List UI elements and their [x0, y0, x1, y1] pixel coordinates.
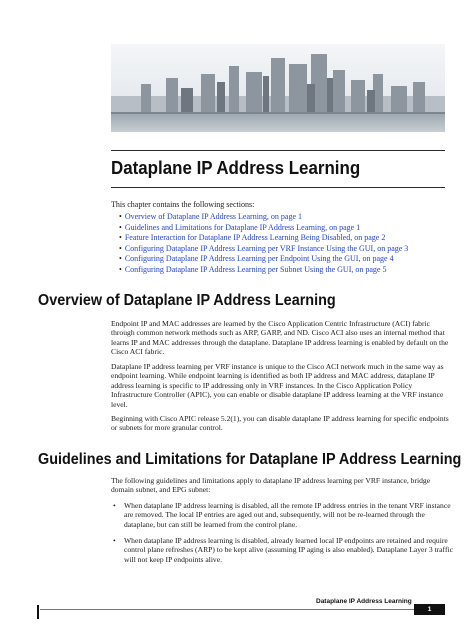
- chapter-title: Dataplane IP Address Learning: [111, 158, 361, 178]
- section-link-list: [119, 212, 408, 276]
- bullet-icon: •: [119, 264, 122, 274]
- bullet-icon: •: [119, 212, 122, 221]
- overview-paragraph-1: Endpoint IP and MAC addresses are learned by the Cisco Application Centric Infrastructure (ACI) fabric through common network methods such as ARP, GARP, and ND. Cisco ACI also uses an internal method that learns IP and MAC addresses through the dataplane. Dataplane IP address learning is enabled by default on the Cisco ACI fabric.: [111, 319, 449, 357]
- header-city-skyline-image: [111, 44, 445, 132]
- bullet-icon: •: [119, 254, 122, 264]
- section-link-item: [119, 233, 408, 244]
- section-link-item: [119, 223, 408, 234]
- section-link-item: [119, 254, 408, 265]
- section-link-config-vrf[interactable]: Configuring Dataplane IP Address Learning per VRF Instance Using the GUI, on page 3: [124, 243, 409, 253]
- guidelines-heading: Guidelines and Limitations for Dataplane IP Address Learning: [38, 451, 462, 468]
- bullet-icon: •: [119, 243, 122, 253]
- section-link-overview[interactable]: Overview of Dataplane IP Address Learning, on page 1: [124, 212, 303, 221]
- section-link-item: [119, 212, 408, 223]
- guideline-item-text: When dataplane IP address learning is disabled, already learned local IP endpoints are retained and require control plane refreshes (ARP) to be kept alive (assuming IP aging is also enabled). Dataplane Layer 3 traffic will not keep IP endpoints alive.: [124, 536, 453, 564]
- overview-paragraph-3: Beginning with Cisco APIC release 5.2(1), you can disable dataplane IP address learning for specific endpoints or subnets for more granular control.: [111, 414, 449, 433]
- footer-left-bar: [37, 605, 39, 619]
- overview-paragraph-2: Dataplane IP address learning per VRF instance is unique to the Cisco ACI network much in the same way as endpoint learning. While endpoint learning is identified as both IP address and MAC address, dataplane IP address learning is specific to IP addressing only in VRF instances. In the Cisco Application Policy Infrastructure Controller (APIC), you can enable or disable dataplane IP address learning at the VRF instance level.: [111, 362, 444, 409]
- guideline-item-text: When dataplane IP address learning is disabled, all the remote IP address entries in the tenant VRF instance are removed. The local IP entries are aged out and, subsequently, will not be re-learned through the dataplane, but can still be learned from the control plane.: [124, 501, 451, 529]
- chapter-intro-text: This chapter contains the following sections:: [111, 200, 255, 209]
- guideline-item: [113, 501, 453, 529]
- section-link-item: [119, 265, 408, 276]
- bullet-icon: •: [113, 536, 116, 545]
- bullet-icon: •: [113, 501, 116, 510]
- page-number: 1: [414, 604, 445, 615]
- section-link-feature-interaction[interactable]: Feature Interaction for Dataplane IP Address Learning Being Disabled, on page 2: [124, 233, 386, 243]
- section-link-config-endpoint[interactable]: Configuring Dataplane IP Address Learning per Endpoint Using the GUI, on page 4: [124, 254, 394, 264]
- title-top-rule: [111, 150, 445, 151]
- bullet-icon: •: [119, 222, 122, 232]
- section-link-guidelines[interactable]: Guidelines and Limitations for Dataplane IP Address Learning, on page 1: [124, 222, 361, 232]
- footer-chapter-title: Dataplane IP Address Learning: [316, 598, 412, 605]
- bullet-icon: •: [119, 233, 122, 243]
- overview-heading: Overview of Dataplane IP Address Learning: [38, 292, 336, 309]
- guideline-item: [113, 536, 453, 564]
- title-bottom-rule: [111, 187, 445, 188]
- footer-rule: [40, 609, 414, 610]
- guidelines-intro: The following guidelines and limitations apply to dataplane IP address learning per VRF instance, bridge domain subnet, and EPG subnet:: [111, 476, 431, 495]
- guidelines-bullet-list-2: [113, 536, 453, 564]
- guidelines-bullet-list: [113, 501, 453, 529]
- section-link-item: [119, 244, 408, 255]
- section-link-config-subnet[interactable]: Configuring Dataplane IP Address Learning per Subnet Using the GUI, on page 5: [124, 264, 387, 274]
